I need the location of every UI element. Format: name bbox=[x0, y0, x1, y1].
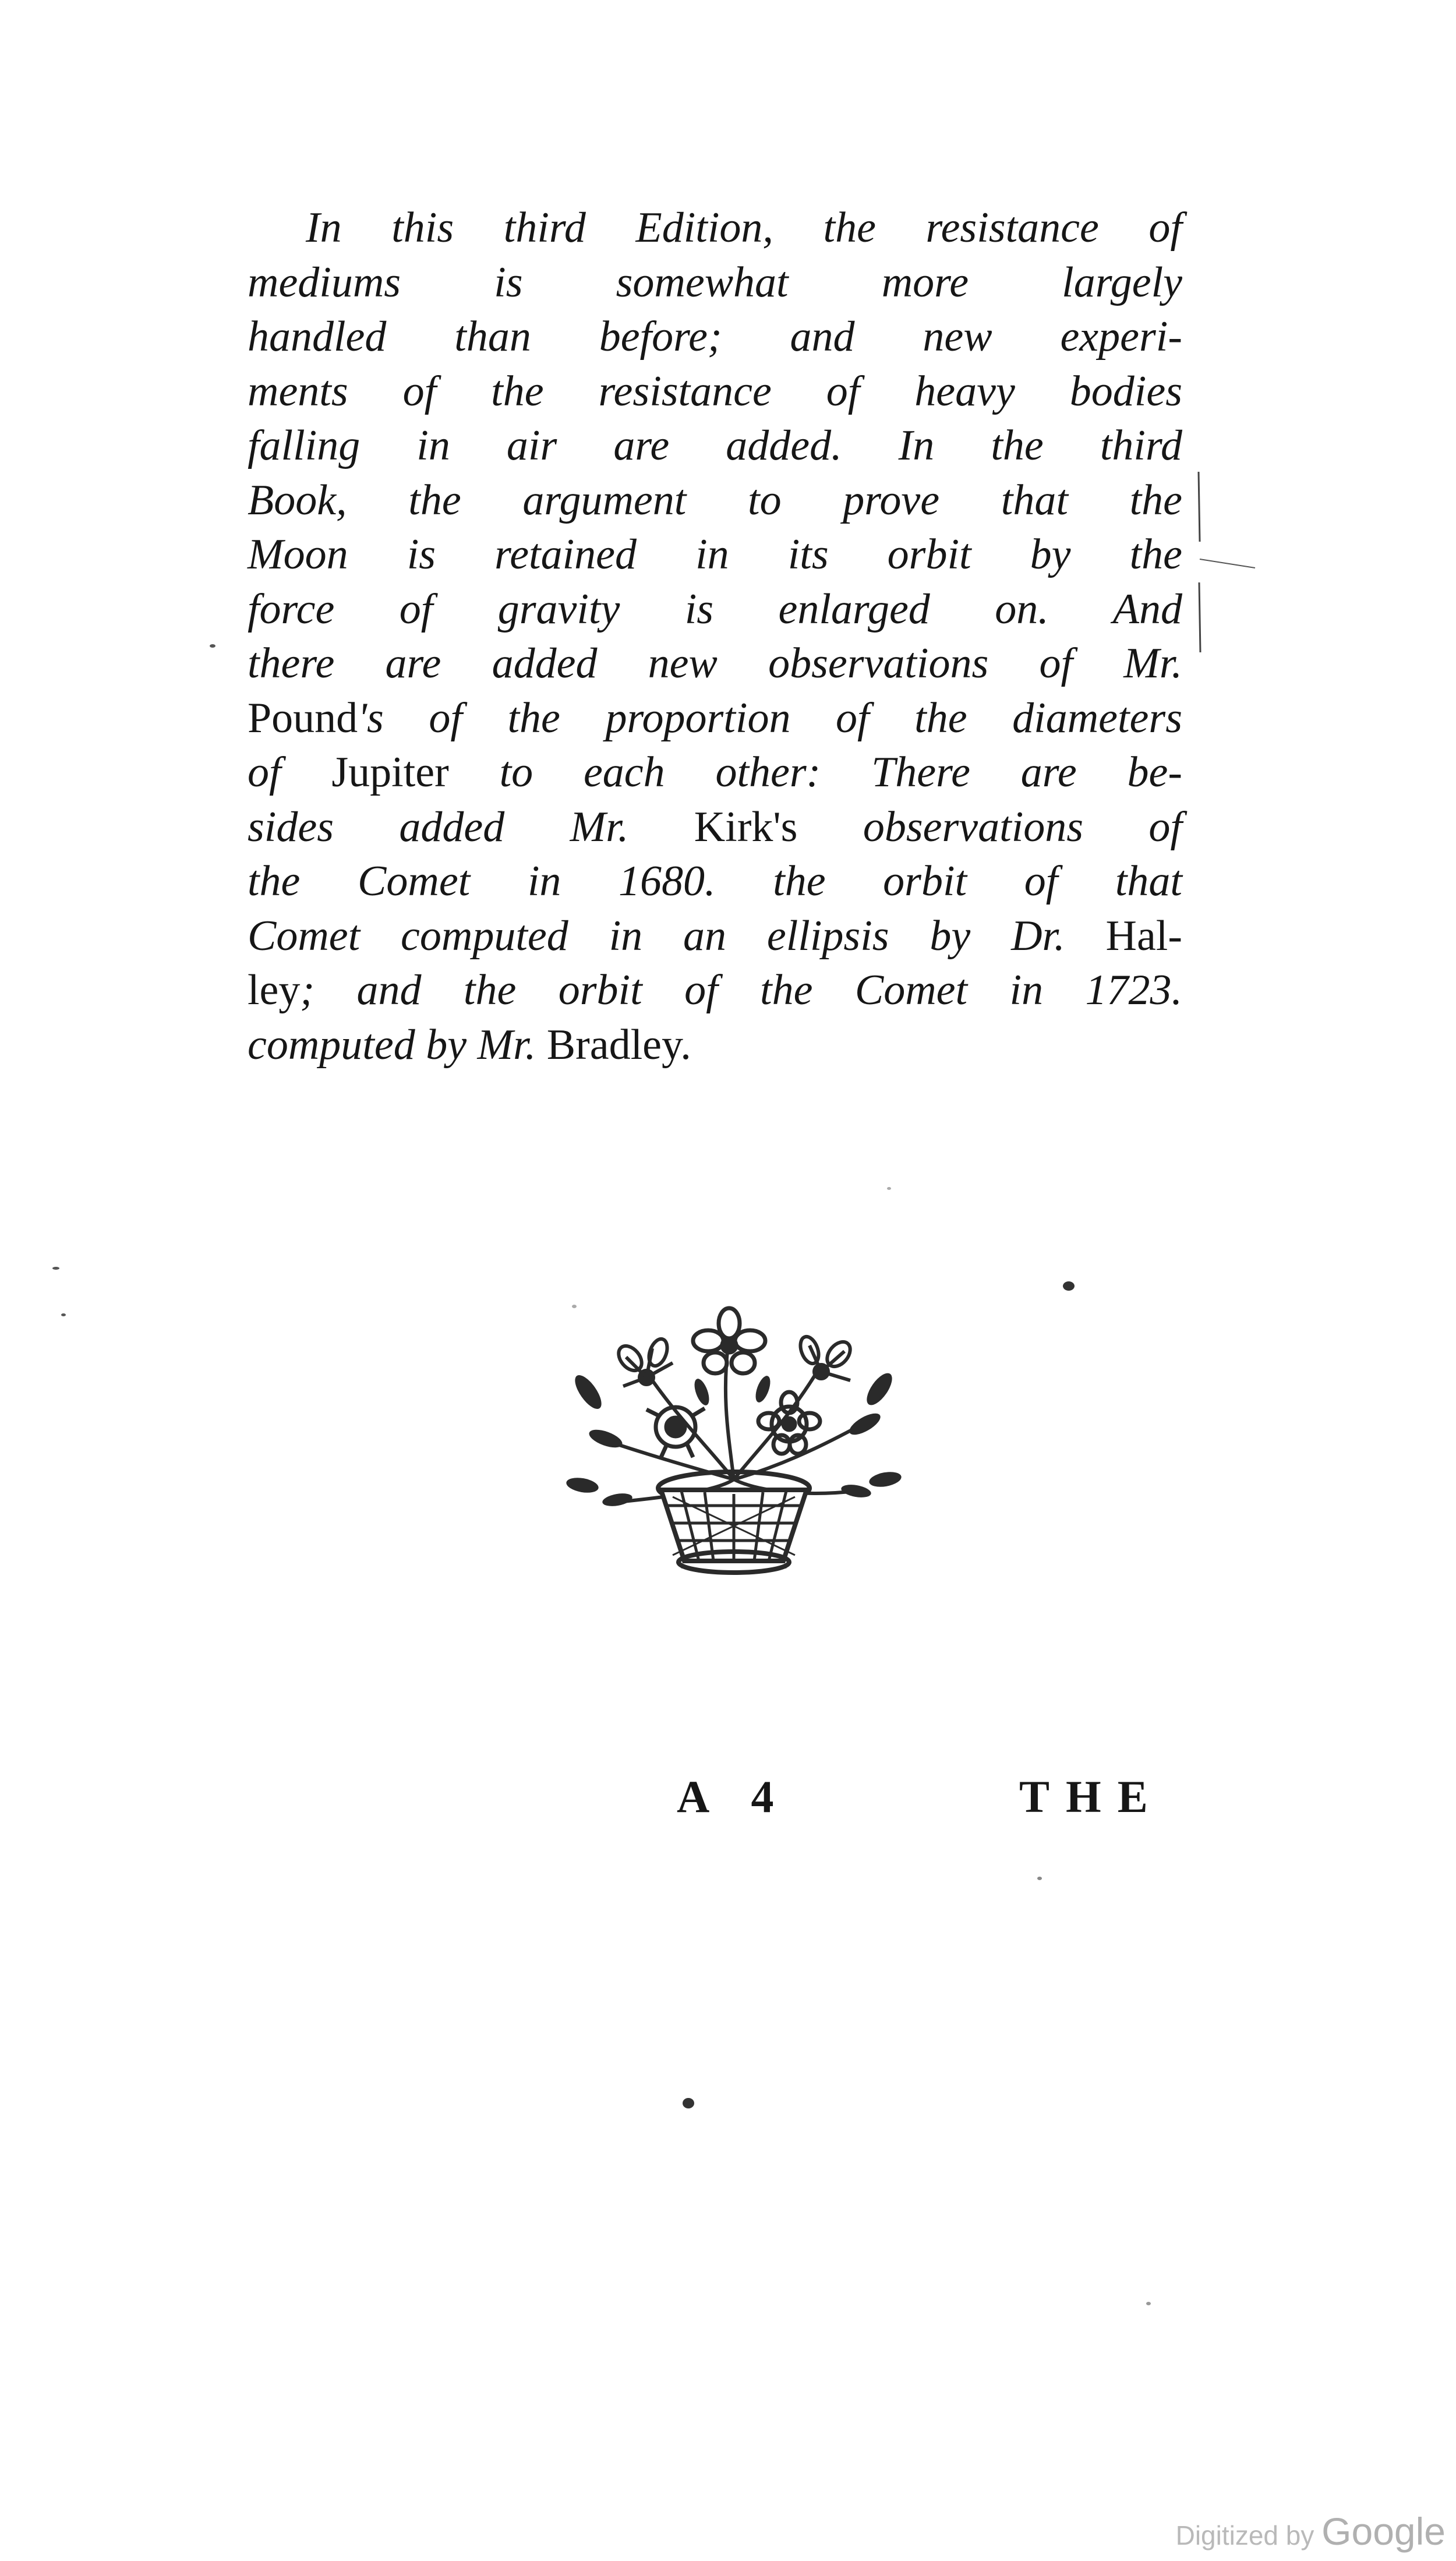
text-segment: 's of the proportion of the diameters bbox=[358, 694, 1182, 742]
text-line bbox=[248, 365, 1182, 419]
text-line bbox=[248, 854, 1182, 909]
text-segment: computed by Mr. bbox=[248, 1020, 547, 1069]
text-line bbox=[248, 746, 1182, 800]
text-line bbox=[248, 256, 1182, 310]
digitized-watermark bbox=[1176, 2509, 1446, 2553]
text-line bbox=[248, 637, 1182, 691]
preface-paragraph bbox=[248, 201, 1182, 1072]
signature-mark: A 4 bbox=[677, 1771, 790, 1822]
text-line bbox=[248, 691, 1182, 746]
text-segment: Book, the argument to prove that the bbox=[248, 476, 1182, 524]
text-line bbox=[248, 582, 1182, 637]
watermark-brand: Google bbox=[1321, 2510, 1446, 2553]
text-line bbox=[248, 310, 1182, 365]
text-line bbox=[248, 528, 1182, 582]
catchword: THE bbox=[1019, 1771, 1164, 1822]
text-segment: to each other: There are be- bbox=[448, 748, 1183, 796]
text-segment: falling in air are added. In the third bbox=[248, 422, 1182, 469]
flower-basket-ornament bbox=[565, 1305, 903, 1578]
text-line bbox=[248, 474, 1182, 528]
text-segment: there are added new observations of Mr. bbox=[248, 640, 1182, 687]
text-segment: Comet computed in an ellipsis by Dr. bbox=[248, 912, 1106, 960]
text-line bbox=[248, 963, 1182, 1018]
text-segment: Bradley. bbox=[546, 1020, 691, 1069]
text-segment: sides added Mr. bbox=[248, 803, 694, 851]
text-segment: In this third Edition, the resistance of bbox=[306, 204, 1182, 252]
text-segment: ; and the orbit of the Comet in 1723. bbox=[300, 966, 1182, 1014]
text-line bbox=[248, 419, 1182, 474]
text-segment: of bbox=[248, 748, 332, 796]
text-segment: Jupiter bbox=[331, 748, 449, 796]
text-segment: Moon is retained in its orbit by the bbox=[248, 531, 1182, 578]
margin-mark bbox=[1194, 466, 1258, 664]
text-line bbox=[248, 1018, 1182, 1073]
watermark-prefix: Digitized by bbox=[1175, 2520, 1314, 2551]
text-segment: ments of the resistance of heavy bodies bbox=[248, 367, 1182, 415]
text-segment: handled than before; and new experi- bbox=[248, 313, 1182, 361]
text-line bbox=[248, 909, 1182, 964]
text-segment: Hal- bbox=[1105, 912, 1182, 960]
text-segment: ley bbox=[248, 966, 301, 1014]
text-segment: mediums is somewhat more largely bbox=[248, 258, 1182, 306]
text-line bbox=[248, 201, 1182, 256]
text-segment: force of gravity is enlarged on. And bbox=[248, 585, 1182, 633]
text-line bbox=[248, 800, 1182, 855]
text-segment: Kirk's bbox=[694, 803, 798, 851]
text-segment: the Comet in 1680. the orbit of that bbox=[248, 857, 1182, 905]
text-segment: observations of bbox=[797, 803, 1182, 851]
text-segment: Pound bbox=[248, 694, 358, 742]
